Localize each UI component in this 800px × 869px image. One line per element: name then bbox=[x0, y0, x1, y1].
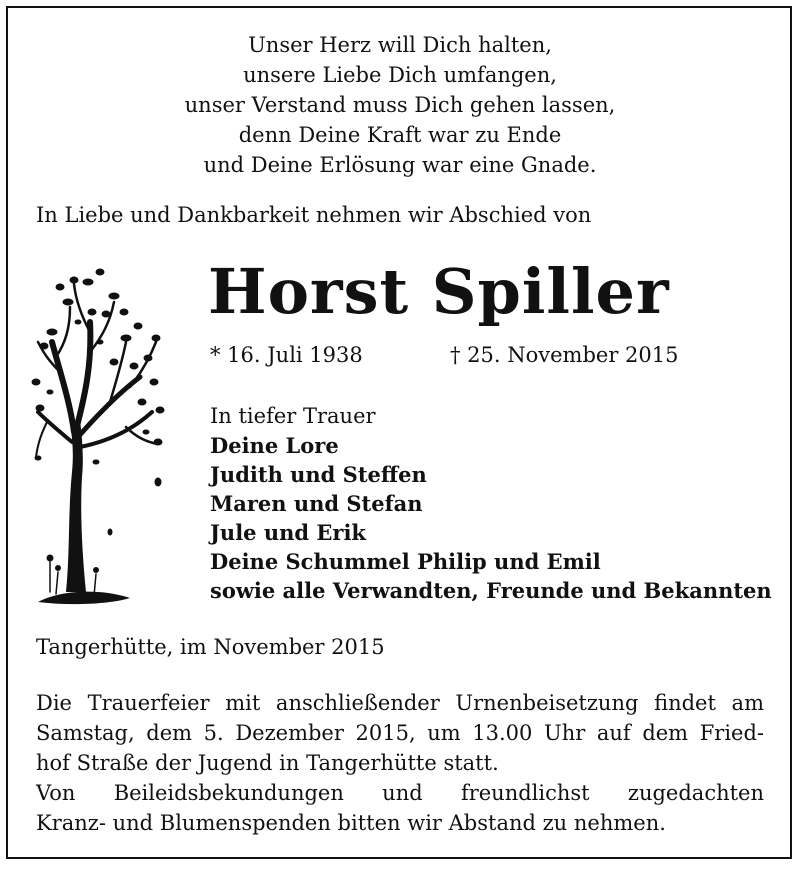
poem-line: Unser Herz will Dich halten, bbox=[248, 33, 552, 57]
farewell-intro: In Liebe und Dankbarkeit nehmen wir Abschied von bbox=[36, 203, 592, 227]
ceremony-line: Kranz- und Blumenspenden bitten wir Abstand zu nehmen. bbox=[36, 811, 666, 835]
poem-line: denn Deine Kraft war zu Ende bbox=[238, 123, 562, 147]
poem-line: unser Verstand muss Dich gehen lassen, bbox=[184, 93, 616, 117]
ceremony-line: Von Beileidsbekundungen und freundlichst zugedachten bbox=[36, 781, 764, 805]
ceremony-line: hof Straße der Jugend in Tangerhütte statt. bbox=[36, 751, 499, 775]
mourner-name: sowie alle Verwandten, Freunde und Bekannten bbox=[210, 578, 772, 603]
life-dates bbox=[210, 340, 679, 370]
poem-line: unsere Liebe Dich umfangen, bbox=[243, 63, 557, 87]
mourners-heading: In tiefer Trauer bbox=[210, 404, 376, 428]
ceremony-line: Samstag, dem 5. Dezember 2015, um 13.00 Uhr auf dem Fried- bbox=[36, 721, 764, 745]
mourner-name: Maren und Stefan bbox=[210, 491, 423, 516]
mourner-list bbox=[210, 431, 772, 605]
ceremony-line: Die Trauerfeier mit anschließender Urnenbeisetzung findet am bbox=[36, 691, 764, 715]
ceremony-info bbox=[36, 688, 764, 838]
tree-icon bbox=[30, 262, 170, 612]
mourner-name: Deine Lore bbox=[210, 433, 339, 458]
mourner-name: Deine Schummel Philip und Emil bbox=[210, 549, 601, 574]
poem-line: und Deine Erlösung war eine Gnade. bbox=[203, 153, 597, 177]
mourner-name: Jule und Erik bbox=[210, 520, 366, 545]
death-date: † 25. November 2015 bbox=[450, 343, 679, 367]
deceased-name: Horst Spiller bbox=[208, 255, 670, 328]
birth-date: * 16. Juli 1938 bbox=[210, 343, 363, 367]
mourners bbox=[210, 402, 772, 605]
place-date: Tangerhütte, im November 2015 bbox=[36, 635, 385, 659]
mourner-name: Judith und Steffen bbox=[210, 462, 427, 487]
poem bbox=[0, 30, 800, 180]
